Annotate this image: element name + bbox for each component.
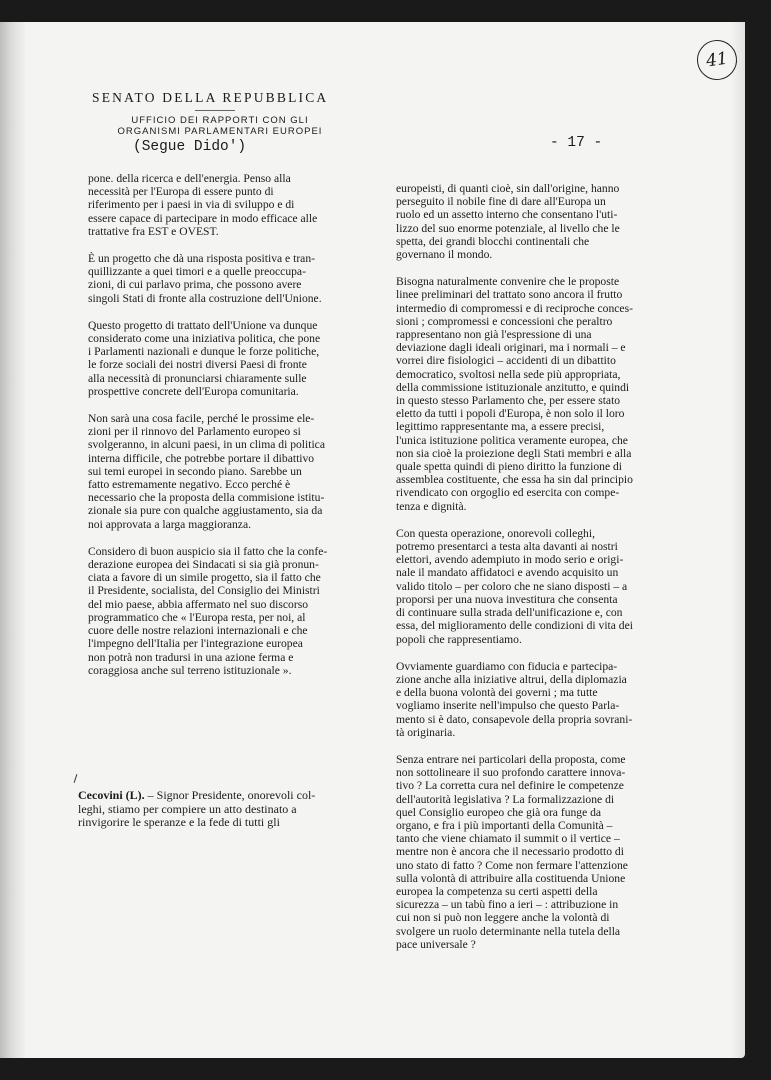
office-name <box>100 115 340 137</box>
speech-text: – Signor Presidente, onorevoli col- leghi, stiamo per compiere un atto destinato a rinvigorire le speranze e la fede di tutti gli <box>78 788 316 830</box>
document-page <box>0 22 745 1058</box>
segue-speaker-note: (Segue Dido') <box>133 139 247 155</box>
institution-title: SENATO DELLA REPUBBLICA <box>92 90 329 105</box>
right-paragraph-2: Bisogna naturalmente convenire che le proposte linee preliminari del trattato sono ancora il frutto intermedio di compromessi e di reciproche conces- sioni ; compromessi e concessioni che peraltro rappresentano non già l'espressione di una deviazione dagli ideali originari, ma i normali – e vorrei dire fisiologici – accidenti di un dibattito democratico, svoltosi nella sede più appropriata, della commissione istituzionale anzitutto, e quindi in questo stesso Parlamento che, per essere stato eletto da tutti i popoli d'Europa, è non solo il loro legittimo rappresentante ma, a essere precisi, l'unica istituzione politica veramente europea, che non sia cioè la proiezione degli Stati membri e alla quale spetta quindi di pieno diritto la funzione di assemblea costituente, che essa ha sin dal principio rivendicato con orgoglio ed esercita con compe- tenza e dignità. <box>396 275 633 513</box>
office-line-2: ORGANISMI PARLAMENTARI EUROPEI <box>117 126 323 137</box>
page-number: - 17 - <box>550 135 603 151</box>
office-line-1: UFFICIO DEI RAPPORTI CON GLI <box>131 115 309 126</box>
right-paragraph-1: europeisti, di quanti cioè, sin dall'origine, hanno perseguito il nobile fine di dare all'Europa un ruolo ed un assetto interno che consentano l'uti- lizzo del suo enorme potenziale, al livello che le spetta, dei grandi blocchi continentali che governano il mondo. <box>396 182 620 262</box>
right-paragraph-3: Con questa operazione, onorevoli colleghi, potremo presentarci a testa alta davanti ai nostri elettori, avendo adempiuto in modo serio e origi- nale il mandato affidatoci e avendo acquisito un valido titolo – per coloro che ne siano disposti – a proporsi per una nuova investitura che consenta di continuare sulla strada dell'unificazione e, con essa, del miglioramento delle condizioni di vita dei popoli che rappresentiamo. <box>396 526 633 646</box>
handwritten-page-stamp: 41 <box>694 37 739 82</box>
left-paragraph-4: Non sarà una cosa facile, perché le prossime ele- zioni per il rinnovo del Parlamento europeo si svolgeranno, in alcuni paesi, in un clima di politica interna difficile, che potrebbe portare il dibattivo sui temi europei in secondo piano. Sarebbe un fatto estremamente negativo. Ecco perché è necessario che la proposta della commisione istitu- zionale sia pure con qualche aggiustamento, sia da noi approvata a larga maggioranza. <box>88 412 325 531</box>
left-column <box>88 172 353 691</box>
right-column <box>396 182 658 965</box>
right-paragraph-5: Senza entrare nei particolari della proposta, come non sottolineare il suo profondo carattere innova- tivo ? La corretta cura nel definire le competenze dell'autorità legislativa ? La formalizzazione di quel Consiglio europeo che già ora funge da organo, e fra i più importanti della Comunità – tanto che viene chiamato il summit o il vertice – mentre non è ancora che il necessario prodotto di uno stato di fatto ? Come non fermare l'attenzione sulla volontà di attribuire alla costituenda Unione europea la competenza su certi aspetti della sicurezza – un tabù fino a ieri – : attribuzione in cui non si può non leggere anche la volontà di svolgere un ruolo determinante nella tutela della pace universale ? <box>396 752 628 951</box>
speaker-name: Cecovini (L). <box>78 788 145 802</box>
page-edge-shadow <box>731 22 745 1058</box>
left-paragraph-1: pone. della ricerca e dell'energia. Penso alla necessità per l'Europa di essere punto di riferimento per i paesi in via di sviluppo e di essere capace di partecipare in modo efficace alle trattative fra EST e OVEST. <box>88 172 318 238</box>
left-paragraph-5: Considero di buon auspicio sia il fatto che la confe- derazione europea dei Sindacati si sia già pronun- ciata a favore di un simile progetto, sia il fatto che il Presidente, socialista, del Consiglio dei Ministri del mio paese, abbia affermato nel suo discorso programmatico che « l'Europa resta, per noi, al cuore delle nostre relazioni internazionali e che l'impegno dell'Italia per l'integrazione europea non potrà non tradursi in una azione ferma e coraggiosa anche sul terreno istituzionale ». <box>88 544 328 677</box>
left-paragraph-2: È un progetto che dà una risposta positiva e tran- quillizzante a quei timori e a quelle preoccupa- zioni, di cui parlavo prima, che possono avere singoli Stati di fronte alla costruzione dell'Unione. <box>88 252 322 305</box>
left-paragraph-3: Questo progetto di trattato dell'Unione va dunque considerato come una iniziativa politica, che pone i Parlamenti nazionali e dunque le forze politiche, le forze sociali dei nostri diversi Paesi di fronte alla necessità di pronunciarsi chiaramente sulle prospettive concrete dell'Europa comunitaria. <box>88 318 321 398</box>
margin-mark <box>74 774 78 783</box>
page-spine-shadow <box>0 22 26 1058</box>
right-paragraph-4: Ovviamente guardiamo con fiducia e partecipa- zione anche alla iniziative altrui, della diplomazia e della buona volontà dei governi ; ma tutte vogliamo inserite nell'impulso che questo Parla- mento si è dato, consapevole della propria sovrani- tà originaria. <box>396 659 633 739</box>
speaker-intervention <box>78 789 350 830</box>
header-rule <box>195 110 235 111</box>
